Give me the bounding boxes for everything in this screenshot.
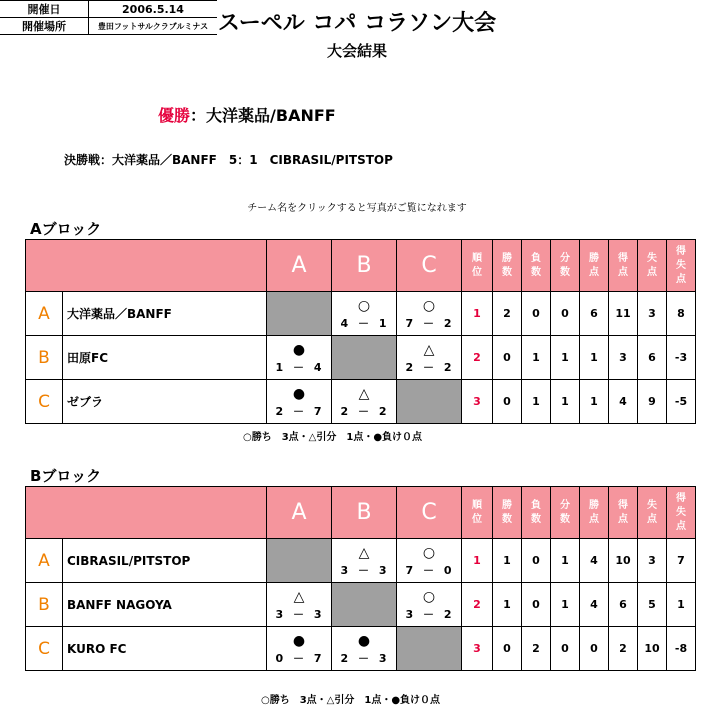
team-name-link[interactable]: BANFF NAGOYA	[63, 583, 267, 627]
header-stat-2: 負 数	[522, 240, 551, 292]
header-stat-2: 負 数	[522, 487, 551, 539]
header-stat-4: 勝 点	[580, 487, 609, 539]
self-match-cell	[332, 583, 397, 627]
stat-value: 0	[551, 627, 580, 671]
match-score: 7 － 2	[405, 316, 453, 330]
match-score: 7 － 0	[405, 563, 453, 577]
row-letter: C	[26, 627, 63, 671]
header-opponent-b: B	[332, 240, 397, 292]
stat-value: 6	[580, 292, 609, 336]
header-stat-1: 勝 数	[493, 487, 522, 539]
match-result-cell	[267, 583, 332, 627]
header-stat-6: 失 点	[638, 240, 667, 292]
header-opponent-b: B	[332, 487, 397, 539]
stat-value: 1	[580, 380, 609, 424]
table-row	[26, 583, 696, 627]
match-result-cell	[397, 583, 462, 627]
self-match-cell	[267, 539, 332, 583]
header-stat-5: 得 点	[609, 487, 638, 539]
stat-value: 0	[522, 539, 551, 583]
stat-value: 0	[551, 292, 580, 336]
final-match-result: 決勝戦：大洋薬品／BANFF 5：1 CIBRASIL/PITSTOP	[64, 153, 393, 167]
win-icon: ○	[357, 297, 371, 314]
match-result-cell	[332, 380, 397, 424]
stat-value: 1	[551, 336, 580, 380]
stat-value: 11	[609, 292, 638, 336]
date-value: 2006.5.14	[89, 1, 218, 18]
draw-icon: △	[358, 544, 370, 561]
stat-value: 0	[522, 292, 551, 336]
loss-icon: ●	[292, 385, 306, 402]
match-score: 2 － 7	[275, 404, 323, 418]
rank-value: 1	[462, 539, 493, 583]
header-stat-3: 分 数	[551, 240, 580, 292]
header-stat-4: 勝 点	[580, 240, 609, 292]
stat-value: 3	[638, 292, 667, 336]
draw-icon: △	[293, 588, 305, 605]
win-icon: ○	[422, 544, 436, 561]
match-score: 3 － 2	[405, 607, 453, 621]
row-letter: A	[26, 539, 63, 583]
stat-value: 0	[493, 336, 522, 380]
rank-value: 3	[462, 380, 493, 424]
row-letter: B	[26, 336, 63, 380]
stat-value: 8	[667, 292, 696, 336]
stat-value: 1	[493, 583, 522, 627]
loss-icon: ●	[292, 341, 306, 358]
header-opponent-c: C	[397, 240, 462, 292]
rank-value: 1	[462, 292, 493, 336]
stat-value: 2	[609, 627, 638, 671]
header-stat-1: 勝 数	[493, 240, 522, 292]
date-label: 開催日	[0, 1, 89, 18]
header-stat-0: 順 位	[462, 487, 493, 539]
self-match-cell	[397, 380, 462, 424]
table-row	[26, 539, 696, 583]
stat-value: 3	[609, 336, 638, 380]
stat-value: 1	[551, 583, 580, 627]
match-result-cell	[332, 539, 397, 583]
win-icon: ○	[422, 588, 436, 605]
standings-table	[25, 239, 696, 424]
rank-value: 2	[462, 336, 493, 380]
table-row	[26, 292, 696, 336]
stat-value: 2	[522, 627, 551, 671]
rank-value: 3	[462, 627, 493, 671]
stat-value: 5	[638, 583, 667, 627]
stat-value: -5	[667, 380, 696, 424]
stat-value: 1	[580, 336, 609, 380]
header-stat-6: 失 点	[638, 487, 667, 539]
row-letter: A	[26, 292, 63, 336]
self-match-cell	[332, 336, 397, 380]
match-result-cell	[267, 336, 332, 380]
header-opponent-a: A	[267, 487, 332, 539]
header-opponent-c: C	[397, 487, 462, 539]
stat-value: 4	[580, 539, 609, 583]
stat-value: 10	[638, 627, 667, 671]
stat-value: 1	[493, 539, 522, 583]
stat-value: 6	[638, 336, 667, 380]
stat-value: 6	[609, 583, 638, 627]
stat-value: 4	[580, 583, 609, 627]
page-title: スーペル コパ コラソン大会	[217, 11, 497, 36]
match-result-cell	[267, 627, 332, 671]
venue-label: 開催場所	[0, 18, 89, 35]
stat-value: 1	[551, 380, 580, 424]
self-match-cell	[267, 292, 332, 336]
stat-value: 0	[493, 380, 522, 424]
stat-value: 0	[522, 583, 551, 627]
header-stat-5: 得 点	[609, 240, 638, 292]
rank-value: 2	[462, 583, 493, 627]
stat-value: -8	[667, 627, 696, 671]
stat-value: 0	[580, 627, 609, 671]
row-letter: C	[26, 380, 63, 424]
match-result-cell	[332, 627, 397, 671]
stat-value: 1	[522, 380, 551, 424]
match-result-cell	[397, 292, 462, 336]
match-score: 4 － 1	[340, 316, 388, 330]
team-name-link[interactable]: KURO FC	[63, 627, 267, 671]
table-row	[26, 627, 696, 671]
header-team-cell	[26, 487, 267, 539]
champion-label: 優勝	[158, 106, 191, 125]
header-stat-7: 得 失 点	[667, 487, 696, 539]
win-icon: ○	[422, 297, 436, 314]
header-stat-3: 分 数	[551, 487, 580, 539]
stat-value: 3	[638, 539, 667, 583]
stat-value: 7	[667, 539, 696, 583]
header-team-cell	[26, 240, 267, 292]
match-score: 2 － 2	[405, 360, 453, 374]
match-result-cell	[397, 336, 462, 380]
stat-value: 1	[551, 539, 580, 583]
standings-table	[25, 486, 696, 671]
match-score: 3 － 3	[340, 563, 388, 577]
stat-value: 10	[609, 539, 638, 583]
header-stat-0: 順 位	[462, 240, 493, 292]
match-score: 3 － 3	[275, 607, 323, 621]
team-name-link[interactable]: 田原FC	[63, 336, 267, 380]
team-name-link[interactable]: ゼブラ	[63, 380, 267, 424]
match-score: 2 － 2	[340, 404, 388, 418]
click-note: チーム名をクリックすると写真がご覧になれます	[247, 203, 467, 214]
champion-team: 大洋薬品/BANFF	[206, 106, 336, 125]
block-title: Bブロック	[30, 467, 102, 485]
team-name-link[interactable]: 大洋薬品／BANFF	[63, 292, 267, 336]
header-stat-7: 得 失 点	[667, 240, 696, 292]
result-legend: ○勝ち 3点・△引分 1点・●負け０点	[243, 432, 423, 443]
stat-value: 9	[638, 380, 667, 424]
team-name-link[interactable]: CIBRASIL/PITSTOP	[63, 539, 267, 583]
champion-line	[158, 103, 336, 126]
stat-value: 4	[609, 380, 638, 424]
stat-value: 1	[667, 583, 696, 627]
table-row	[26, 380, 696, 424]
result-legend: ○勝ち 3点・△引分 1点・●負け０点	[261, 695, 441, 706]
draw-icon: △	[358, 385, 370, 402]
loss-icon: ●	[292, 632, 306, 649]
match-score: 0 － 7	[275, 651, 323, 665]
stat-value: 1	[522, 336, 551, 380]
table-row	[26, 336, 696, 380]
row-letter: B	[26, 583, 63, 627]
match-result-cell	[332, 292, 397, 336]
match-score: 2 － 3	[340, 651, 388, 665]
match-result-cell	[397, 539, 462, 583]
champion-separator: ：	[190, 106, 207, 125]
self-match-cell	[397, 627, 462, 671]
loss-icon: ●	[357, 632, 371, 649]
match-score: 1 － 4	[275, 360, 323, 374]
stat-value: 0	[493, 627, 522, 671]
venue-value: 豊田フットサルクラブルミナス	[89, 18, 218, 35]
page-subtitle: 大会結果	[326, 42, 387, 60]
stat-value: 2	[493, 292, 522, 336]
block-title: Aブロック	[30, 220, 102, 238]
draw-icon: △	[423, 341, 435, 358]
header-opponent-a: A	[267, 240, 332, 292]
stat-value: -3	[667, 336, 696, 380]
match-result-cell	[267, 380, 332, 424]
